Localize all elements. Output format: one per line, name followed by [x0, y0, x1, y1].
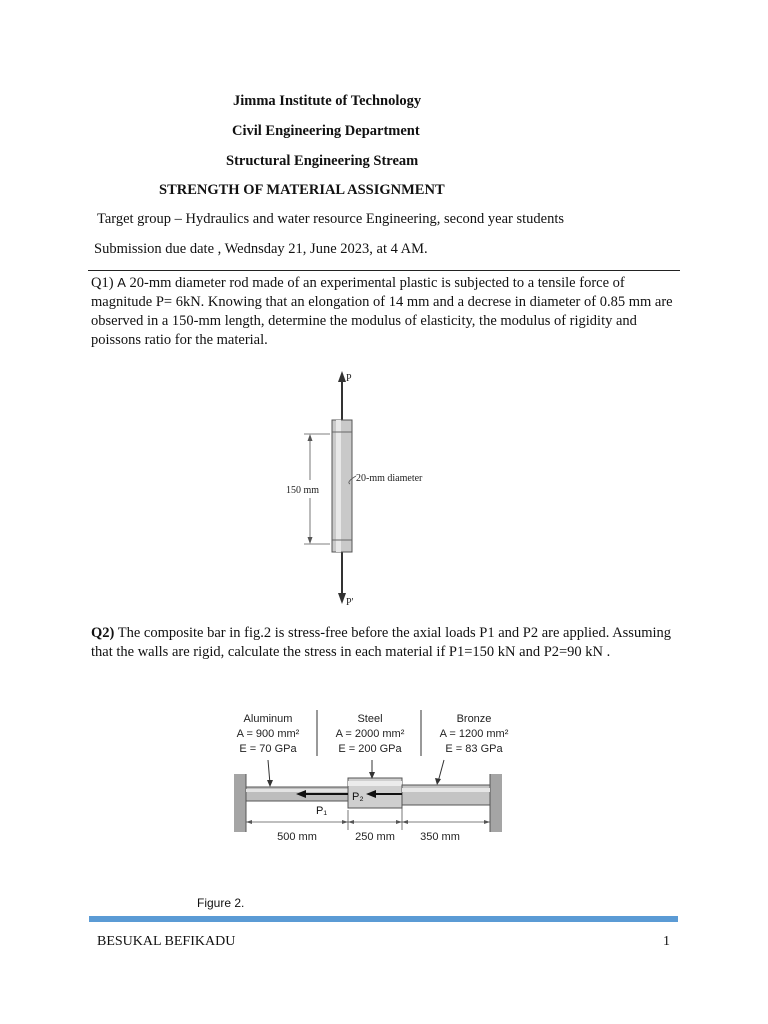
question-2-text: The composite bar in fig.2 is stress-free before the axial loads P1 and P2 are applied. Assuming that the walls are rigid, calculate the stress in each material if P1=150 kN and P2=90 kN .: [91, 625, 672, 660]
question-2-label: Q2): [91, 625, 115, 641]
material-aluminum-modulus: E = 70 GPa: [239, 743, 297, 755]
figure-2-length-steel: 250 mm: [355, 831, 395, 843]
separator-line: [88, 270, 680, 271]
stream-title: Structural Engineering Stream: [226, 153, 419, 169]
question-1: [91, 273, 681, 350]
figure-2-length-aluminum: 500 mm: [277, 831, 317, 843]
material-steel-area: A = 2000 mm²: [335, 728, 405, 740]
assignment-title: STRENGTH OF MATERIAL ASSIGNMENT: [159, 182, 445, 198]
figure-2-caption: Figure 2.: [197, 896, 245, 910]
figure-1-load-top: P: [346, 373, 352, 384]
figure-2-composite-bar: [222, 704, 532, 854]
question-1-label: Q1): [91, 275, 114, 291]
material-steel-modulus: E = 200 GPa: [338, 743, 402, 755]
question-1-text: 20-mm diameter rod made of an experimental plastic is subjected to a tensile force of magnitude P= 6kN. Knowing that an elongation of 14 mm and a decrese in diameter of 0.85 mm are observed in a 150-mm length, determine the modulus of elasticity, the modulus of rigidity and poissons ratio for the material.: [91, 275, 673, 348]
due-date: Submission due date , Wednsday 21, June 2023, at 4 AM.: [94, 241, 428, 257]
figure-2-length-bronze: 350 mm: [420, 831, 460, 843]
figure-2-load-p2: P₂: [352, 791, 364, 803]
figure-1-length-label: 150 mm: [286, 485, 320, 496]
figure-1-rod: [270, 362, 470, 612]
institute-title: Jimma Institute of Technology: [233, 93, 422, 109]
figure-2-load-p1: P₁: [316, 805, 328, 817]
material-steel-name: Steel: [357, 713, 383, 725]
material-aluminum-area: A = 900 mm²: [236, 728, 300, 740]
footer-rule: [89, 916, 678, 922]
material-aluminum-name: Aluminum: [243, 713, 293, 725]
material-bronze-modulus: E = 83 GPa: [445, 743, 503, 755]
target-group: Target group – Hydraulics and water resource Engineering, second year students: [97, 211, 564, 227]
footer-author: BESUKAL BEFIKADU: [97, 934, 236, 949]
material-bronze-area: A = 1200 mm²: [439, 728, 509, 740]
page-number: 1: [663, 934, 670, 949]
figure-1-diameter-label: 20-mm diameter: [356, 473, 423, 484]
question-1-article: A: [117, 275, 126, 290]
figure-1-load-bottom: P': [346, 597, 354, 608]
department-title: Civil Engineering Department: [232, 123, 420, 139]
material-bronze-name: Bronze: [456, 713, 492, 725]
question-2: [91, 624, 681, 662]
